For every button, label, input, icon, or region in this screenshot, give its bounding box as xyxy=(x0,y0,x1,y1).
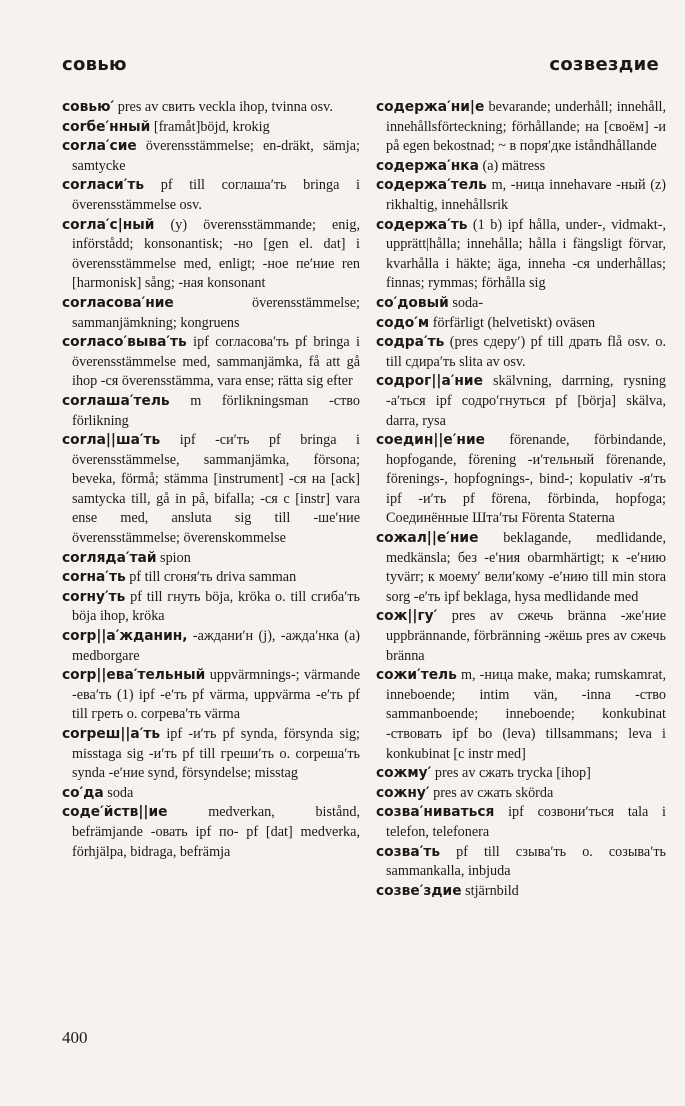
headword: созва′ть xyxy=(376,843,441,860)
dictionary-entry xyxy=(62,392,360,431)
definition: ipf созвони′ться tala i telefon, telefonera xyxy=(386,804,666,840)
definition: (1 b) ipf hålla, under-, vidmakt-, upprätt|hålla; innehålla; hålla i fängsligt förvar, kvarhålla i häkte; äga, inneha -ся underhållas; finnas; rymmas; förhålla sig xyxy=(386,216,666,292)
headword: сожну′ xyxy=(376,784,430,801)
dictionary-entry xyxy=(376,216,666,294)
headword: содержа′ни|е xyxy=(376,99,485,115)
headword: corласи′ть xyxy=(62,177,145,194)
dictionary-entry xyxy=(62,784,360,804)
right-column xyxy=(376,98,666,901)
dictionary-entry xyxy=(62,803,360,862)
definition: uppvärmnings-; värmande -ева′ть (1) ipf -е′ть pf värma, uppvärma -е′ть pf till греть o. corрева′ть värma xyxy=(72,667,360,723)
definition: soda xyxy=(103,784,134,801)
dictionary-entry xyxy=(62,98,360,118)
dictionary-entry xyxy=(376,176,666,215)
dictionary-entry xyxy=(376,372,666,431)
headword: corла||ша′ть xyxy=(62,432,161,449)
headword: созве′здие xyxy=(376,882,462,899)
headword: содрог||а′ние xyxy=(376,373,483,390)
definition: pres av свить veckla ihop, tvinna osv. xyxy=(114,99,333,115)
headword: содержа′тель xyxy=(376,177,487,194)
definition: ipf -и′ть pf synda, försynda sig; misstaga sig -и′ть pf till греши′ть o. corреша′ть synda -е′ние synd, försyndelse; misstag xyxy=(72,726,360,782)
running-head-left: совью xyxy=(62,54,127,75)
dictionary-entry xyxy=(376,843,666,882)
dictionary-entry xyxy=(376,764,666,784)
definition: spion xyxy=(156,549,191,566)
dictionary-entry xyxy=(62,333,360,392)
headword: corлаша′тель xyxy=(62,392,170,409)
headword: corна′ть xyxy=(62,569,126,586)
dictionary-entry xyxy=(62,725,360,784)
headword: содо′м xyxy=(376,314,430,331)
dictionary-entry xyxy=(62,568,360,588)
headword: совью′ xyxy=(62,99,115,115)
definition: pf till cоглаша′ть bringa i överensstämmelse osv. xyxy=(72,177,360,213)
headword: со′довый xyxy=(376,294,449,311)
headword: corляда′тай xyxy=(62,549,157,566)
definition: förenande, förbindande, hopfogande, förening -и′тельный förenande, förenings-, hopfognings-, bind-; kopulativ -я′ть ipf -и′ть pf förena, förbinda, hopfoga; Соединённые Шта′ты Förenta Staterna xyxy=(386,432,666,527)
dictionary-entry xyxy=(62,588,360,627)
definition: stjärnbild xyxy=(461,882,519,899)
definition: [framåt]böjd, krokig xyxy=(150,118,270,135)
headword: corр||а′жданин, xyxy=(62,628,188,645)
definition: pres av сжать trycka [ihop] xyxy=(431,765,591,782)
definition: pres av сжечь bränna -же′ние uppbrännande, förbränning -жёшь pres av сжечь bränna xyxy=(386,608,666,664)
dictionary-entry xyxy=(376,333,666,372)
dictionary-entry xyxy=(376,882,666,902)
definition: beklagande, medlidande, medkänsla; без -е′ния obarmhärtigt; к -е′нию tyvärr; к моему′ вели′кому -е′нию till min stora sorg -е′ть ipf beklaga, hysa medlidande med xyxy=(386,530,666,605)
headword: corла′с|ный xyxy=(62,216,155,233)
dictionary-entry xyxy=(62,666,360,725)
headword: corреш||а′ть xyxy=(62,726,161,742)
definition: överensstämmelse; sammanjämkning; kongruens xyxy=(72,294,360,331)
definition: överensstämmelse; en-dräkt, sämja; samtycke xyxy=(72,138,360,174)
dictionary-entry xyxy=(62,118,360,138)
definition: pres av сжать skörda xyxy=(429,784,554,801)
dictionary-entry xyxy=(62,294,360,333)
dictionary-entry xyxy=(376,157,666,177)
definition: m förlikningsman -ство förlikning xyxy=(72,392,360,429)
dictionary-entry xyxy=(376,98,666,157)
dictionary-entry xyxy=(62,627,360,666)
definition: ipf corласова′ть pf bringa i överensstämmelse med, sammanjämka, få att gå ihop -ся överensstämma, vara ense; rätta sig efter xyxy=(72,334,360,390)
headword: сож||гу′ xyxy=(376,608,438,625)
headword: corласо′выва′ть xyxy=(62,334,187,351)
dictionary-entry xyxy=(376,666,666,764)
definition: soda- xyxy=(448,294,484,311)
dictionary-entry xyxy=(376,529,666,607)
definition: förfärligt (helvetiskt) oväsen xyxy=(429,314,596,331)
headword: corр||ева′тельный xyxy=(62,667,206,684)
definition: bevarande; underhåll; innehåll, innehållsförteckning; förhållande; на [своём] -и på egen bekostnad; ~ в поря′дке iståndhållande xyxy=(386,99,666,155)
definition: (pres сдеру′) pf till драть flå osv. o. till сдира′ть slita av osv. xyxy=(386,334,666,370)
dictionary-entry xyxy=(62,137,360,176)
headword: corла′сие xyxy=(62,138,137,155)
definition: (a) mätress xyxy=(478,157,546,174)
definition: skälvning, darrning, rysning -а′ться ipf содро′гнуться pf [börja] skälva, darra, rysa xyxy=(386,373,666,429)
page-number: 400 xyxy=(62,1028,88,1047)
left-column xyxy=(62,98,360,862)
dictionary-entry xyxy=(376,607,666,666)
headword: сожал||е′ние xyxy=(376,530,479,547)
running-head-right: созвездие xyxy=(549,54,659,75)
dictionary-entry xyxy=(62,431,360,549)
dictionary-entry xyxy=(376,803,666,842)
headword: соедин||е′ние xyxy=(376,432,485,449)
dictionary-entry xyxy=(376,431,666,529)
headword: содра′ть xyxy=(376,334,445,351)
definition: pf till гнуть böja, kröka o. till сгиба′ть böja ihop, kröka xyxy=(72,588,360,625)
dictionary-entry xyxy=(62,216,360,294)
dictionary-entry xyxy=(376,784,666,804)
headword: со′да xyxy=(62,784,104,801)
headword: содержа′ть xyxy=(376,216,468,233)
headword: corласова′ние xyxy=(62,294,174,311)
dictionary-entry xyxy=(376,314,666,334)
definition: m, -ница make, maka; rumskamrat, inneboende; intim vän, -inna -ство sammanboende; inneboende; konkubinat -ствовать ipf bo (leva) tillsammans; leva i konkubinat [с instr med] xyxy=(386,667,666,762)
dictionary-entry xyxy=(62,549,360,569)
headword: содержа′нка xyxy=(376,157,479,174)
headword: corбе′нный xyxy=(62,118,151,135)
definition: (y) överensstämmande; enig, införstådd; konsonantisk; -но [gen el. dat] i överensstämmelse med, enligt; -ное пе′ние ren [harmonisk] sång; -ная konsonant xyxy=(72,216,360,292)
definition: pf till сзыва′ть o. созыва′ть sammankalla, inbjuda xyxy=(386,843,666,880)
definition: pf till сгоня′ть driva samman xyxy=(125,569,297,586)
definition: -аждани′н (j), -ажда′нка (a) medborgare xyxy=(72,628,360,664)
definition: m, -ница innehavare -ный (z) rikhaltig, innehållsrik xyxy=(386,177,666,213)
dictionary-entry xyxy=(62,176,360,215)
definition: ipf -си′ть pf bringa i överensstämmelse, sammanjämka, försona; beveka, förmå; stämma [instrument] -ся на [ack] samtycka till, gå in på, bifalla; -ся с [instr] vara ense med, ansluta sig till -ше′ние överensstämmelse; överenskommelse xyxy=(72,432,360,547)
headword: сожму′ xyxy=(376,765,432,782)
headword: corну′ть xyxy=(62,588,126,605)
headword: соде′йств||ие xyxy=(62,804,168,821)
definition: medverkan, bistånd, befrämjande -овать ipf по- pf [dat] medverka, förhjälpa, bidraga, befrämja xyxy=(72,804,360,860)
headword: созва′ниваться xyxy=(376,804,495,821)
headword: сожи′тель xyxy=(376,667,457,684)
dictionary-entry xyxy=(376,294,666,314)
